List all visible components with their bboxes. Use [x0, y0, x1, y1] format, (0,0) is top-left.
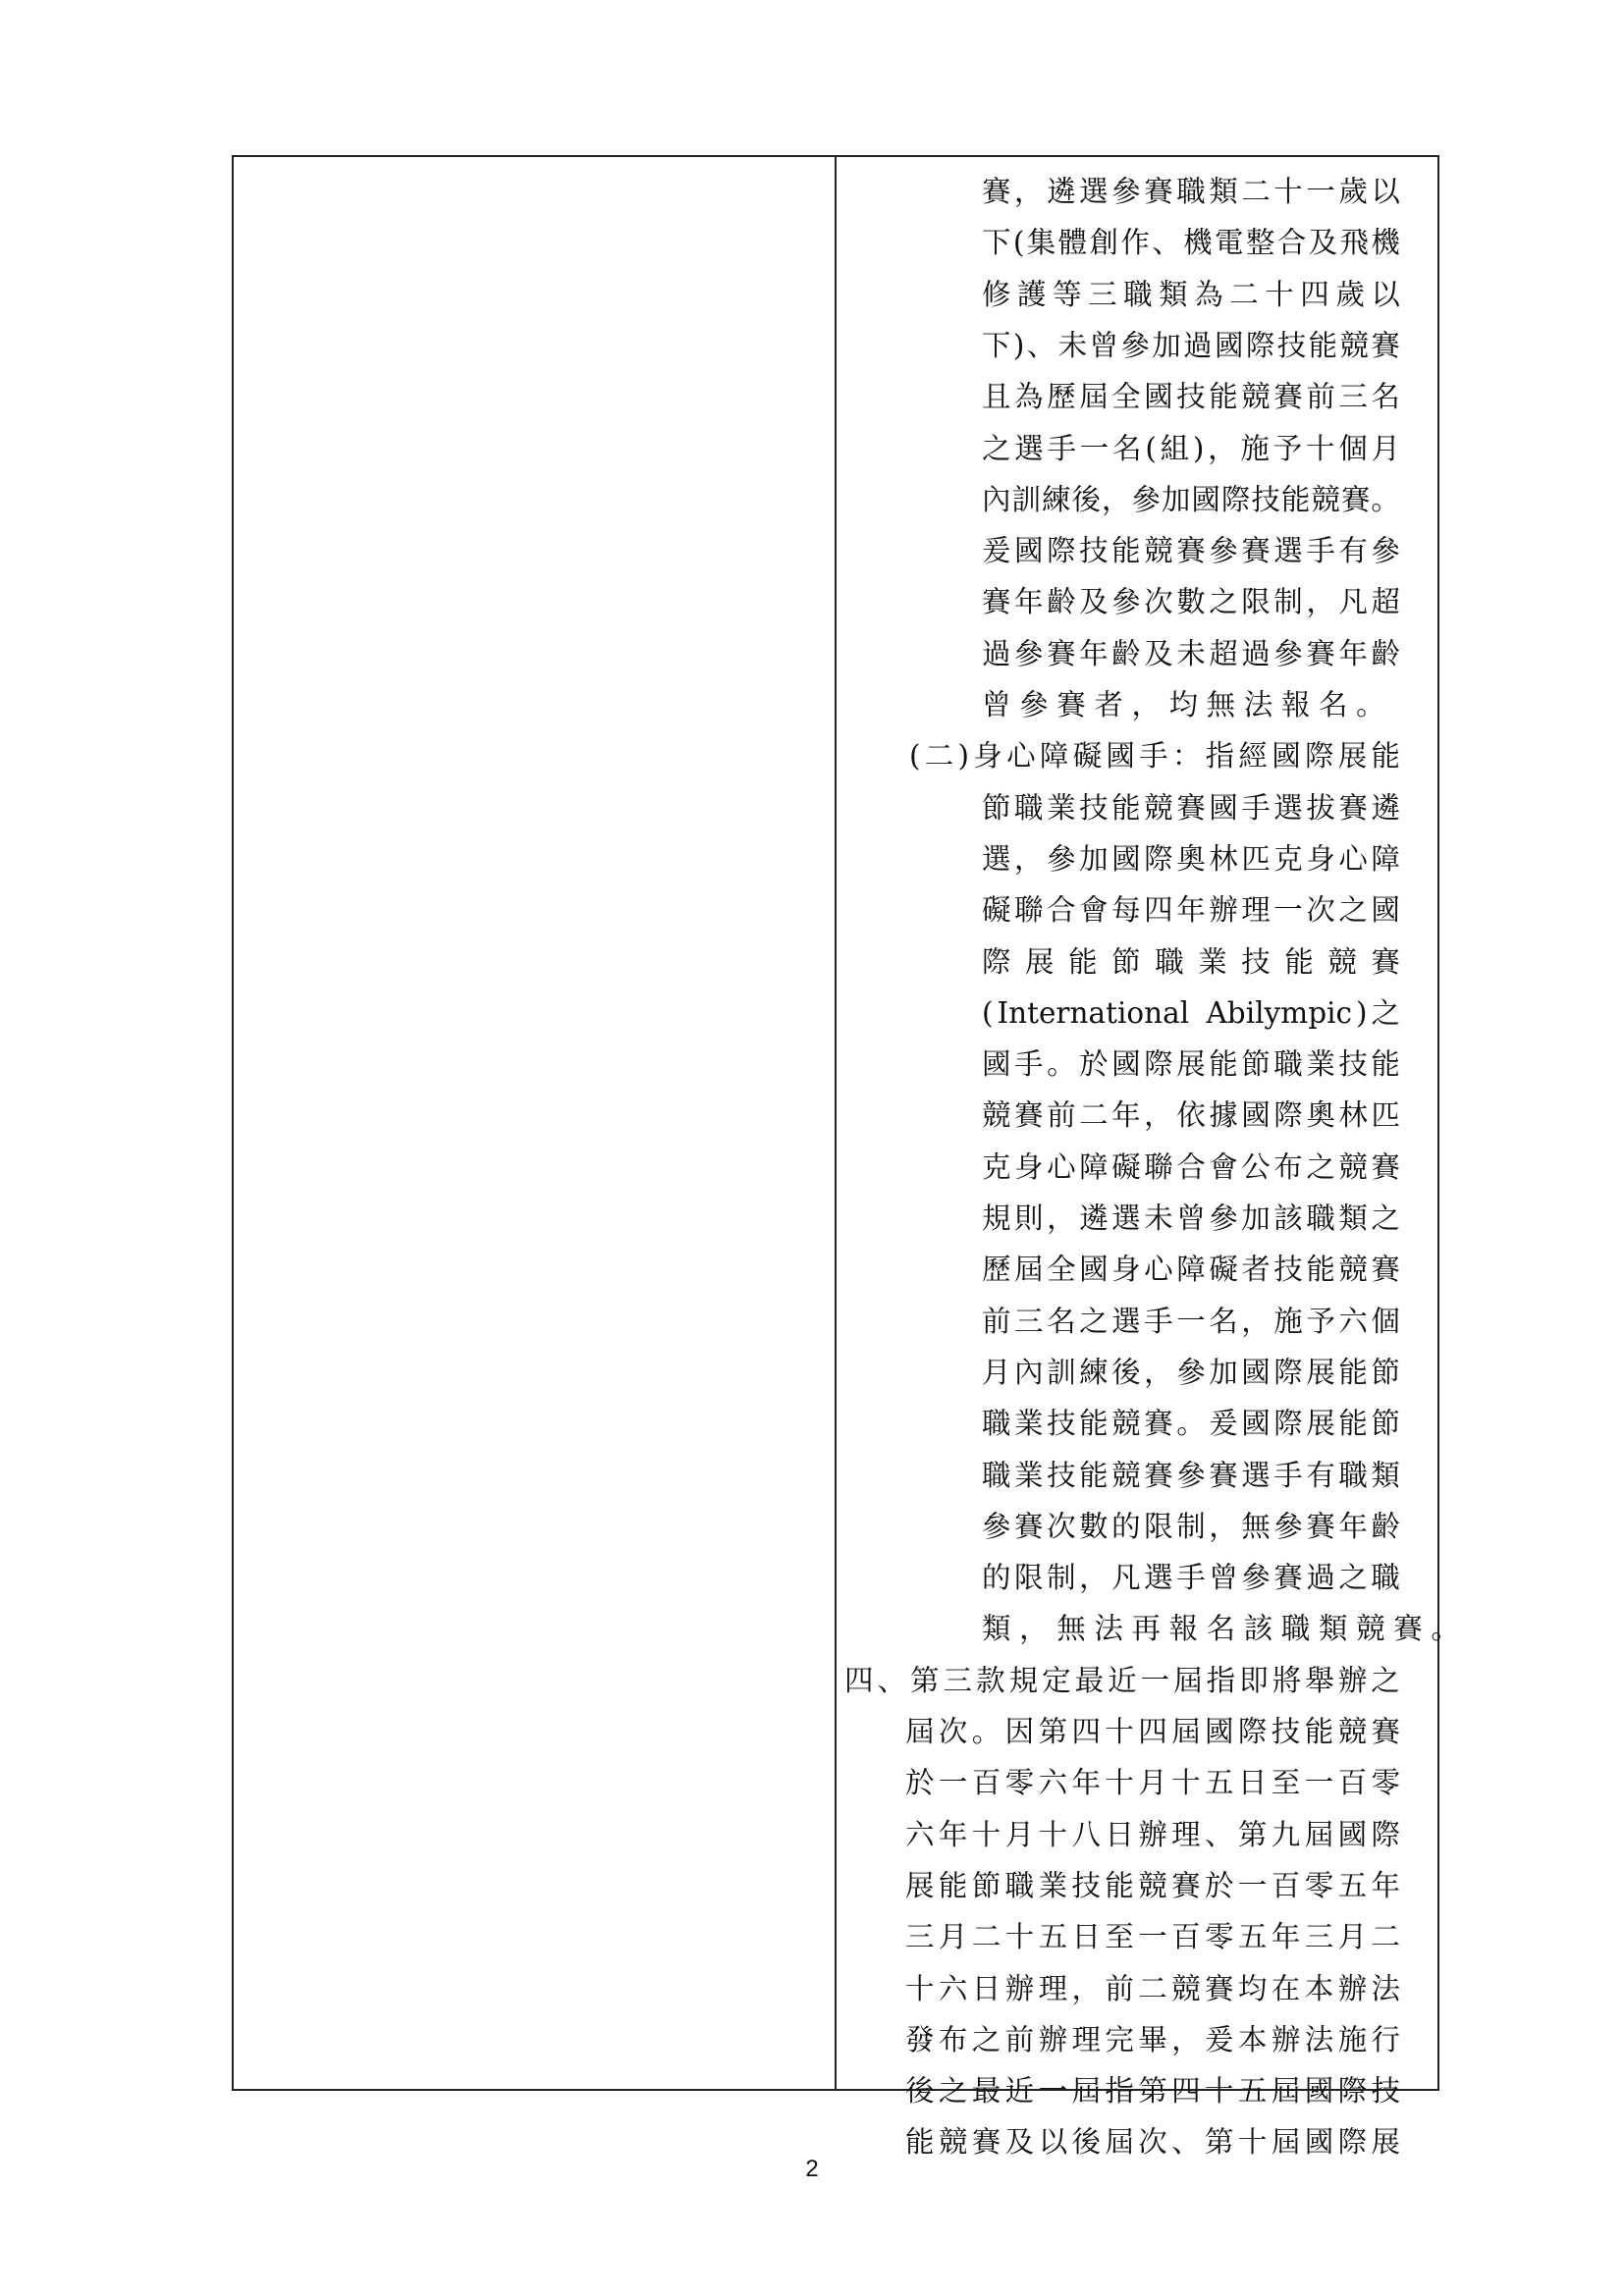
- text-line: 競 賽 前 二 年 ， 依 據 國 際 奧 林 匹: [982, 1098, 1400, 1133]
- text-line: 賽 年 齡 及 參 次 數 之 限 制 ， 凡 超: [982, 585, 1400, 619]
- text-line: 下 ( 集 體 創 作 、 機 電 整 合 及 飛 機: [982, 226, 1400, 260]
- text-line: 規 則 ， 遴 選 未 曾 參 加 該 職 類 之: [982, 1201, 1400, 1235]
- text-line: 下 ) 、 未 曾 參 加 過 國 際 技 能 競 賽: [982, 328, 1400, 362]
- text-line: 十 六 日 辦 理 ， 前 二 競 賽 均 在 本 辦 法: [905, 1971, 1400, 2005]
- text-line: 節 職 業 技 能 競 賽 國 手 選 拔 賽 遴: [982, 790, 1400, 825]
- text-line: 歷 屆 全 國 身 心 障 礙 者 技 能 競 賽: [982, 1253, 1400, 1287]
- comparison-table: [232, 155, 1460, 2160]
- text-line: 於 一 百 零 六 年 十 月 十 五 日 至 一 百 零: [905, 1766, 1400, 1800]
- text-line: 修 護 等 三 職 類 為 二 十 四 歲 以: [982, 277, 1400, 311]
- text-line: 的 限 制 ， 凡 選 手 曾 參 賽 過 之 職: [982, 1561, 1400, 1595]
- text-line: 曾 參 賽 者 ， 均 無 法 報 名 。: [982, 688, 1385, 721]
- text-line: 展 能 節 職 業 技 能 競 賽 於 一 百 零 五 年: [905, 1868, 1400, 1902]
- text-line: 礙 聯 合 會 每 四 年 辦 理 一 次 之 國: [982, 893, 1400, 928]
- text-line: 克 身 心 障 礙 聯 合 會 公 布 之 競 賽: [982, 1149, 1400, 1184]
- text-line: 參 賽 次 數 的 限 制 ， 無 參 賽 年 齡: [982, 1509, 1400, 1543]
- text-line: 後 之 最 近 一 屆 指 第 四 十 五 屆 國 際 技: [905, 2074, 1400, 2109]
- text-line: 賽 ， 遴 選 參 賽 職 類 二 十 一 歲 以: [982, 175, 1400, 208]
- text-line: 能 競 賽 及 以 後 屆 次 、 第 十 屆 國 際 展: [905, 2125, 1400, 2160]
- table-row: [233, 156, 1438, 2090]
- text-line: 屆 次 。 因 第 四 十 四 屆 國 際 技 能 競 賽: [905, 1715, 1400, 1748]
- left-column-cell: [233, 156, 836, 2090]
- text-line: 之 選 手 一 名 ( 組 ) ， 施 予 十 個 月: [982, 431, 1400, 465]
- text-line: 前 三 名 之 選 手 一 名 ， 施 予 六 個: [982, 1304, 1400, 1338]
- text-line: 三 月 二 十 五 日 至 一 百 零 五 年 三 月 二: [905, 1920, 1400, 1954]
- text-line: 選 ， 參 加 國 際 奧 林 匹 克 身 心 障: [982, 841, 1400, 876]
- text-line: 職 業 技 能 競 賽 參 賽 選 手 有 職 類: [982, 1458, 1400, 1492]
- text-line: ( International Abilympic ) 之: [982, 995, 1400, 1030]
- text-line: 四 、 第 三 款 規 定 最 近 一 屆 指 即 將 舉 辦 之: [844, 1663, 1400, 1697]
- text-line: 職 業 技 能 競 賽 。 爰 國 際 展 能 節: [982, 1407, 1400, 1441]
- text-line: 六 年 十 月 十 八 日 辦 理 、 第 九 屆 國 際: [905, 1817, 1400, 1851]
- explanation-cell: [836, 156, 1460, 2160]
- text-line: 爰 國 際 技 能 競 賽 參 賽 選 手 有 參: [982, 534, 1400, 568]
- text-line: 過 參 賽 年 齡 及 未 超 過 參 賽 年 齡: [982, 636, 1400, 670]
- text-line: 類 ， 無 法 再 報 名 該 職 類 競 賽 。: [982, 1612, 1460, 1646]
- text-line: 發 布 之 前 辦 理 完 畢 ， 爰 本 辦 法 施 行: [905, 2022, 1400, 2056]
- text-line: 且 為 歷 屆 全 國 技 能 競 賽 前 三 名: [982, 380, 1400, 414]
- page-number: 2: [805, 2156, 819, 2182]
- text-line: 國 手 。 於 國 際 展 能 節 職 業 技 能: [982, 1047, 1400, 1082]
- text-line: 內 訓 練 後 ， 參 加 國 際 技 能 競 賽 。: [982, 482, 1400, 516]
- text-line: 月 內 訓 練 後 ， 參 加 國 際 展 能 節: [982, 1355, 1400, 1389]
- text-line: ( 二 ) 身 心 障 礙 國 手 ： 指 經 國 際 展 能: [909, 739, 1400, 774]
- text-line: 際 展 能 節 職 業 技 能 競 賽: [982, 944, 1400, 979]
